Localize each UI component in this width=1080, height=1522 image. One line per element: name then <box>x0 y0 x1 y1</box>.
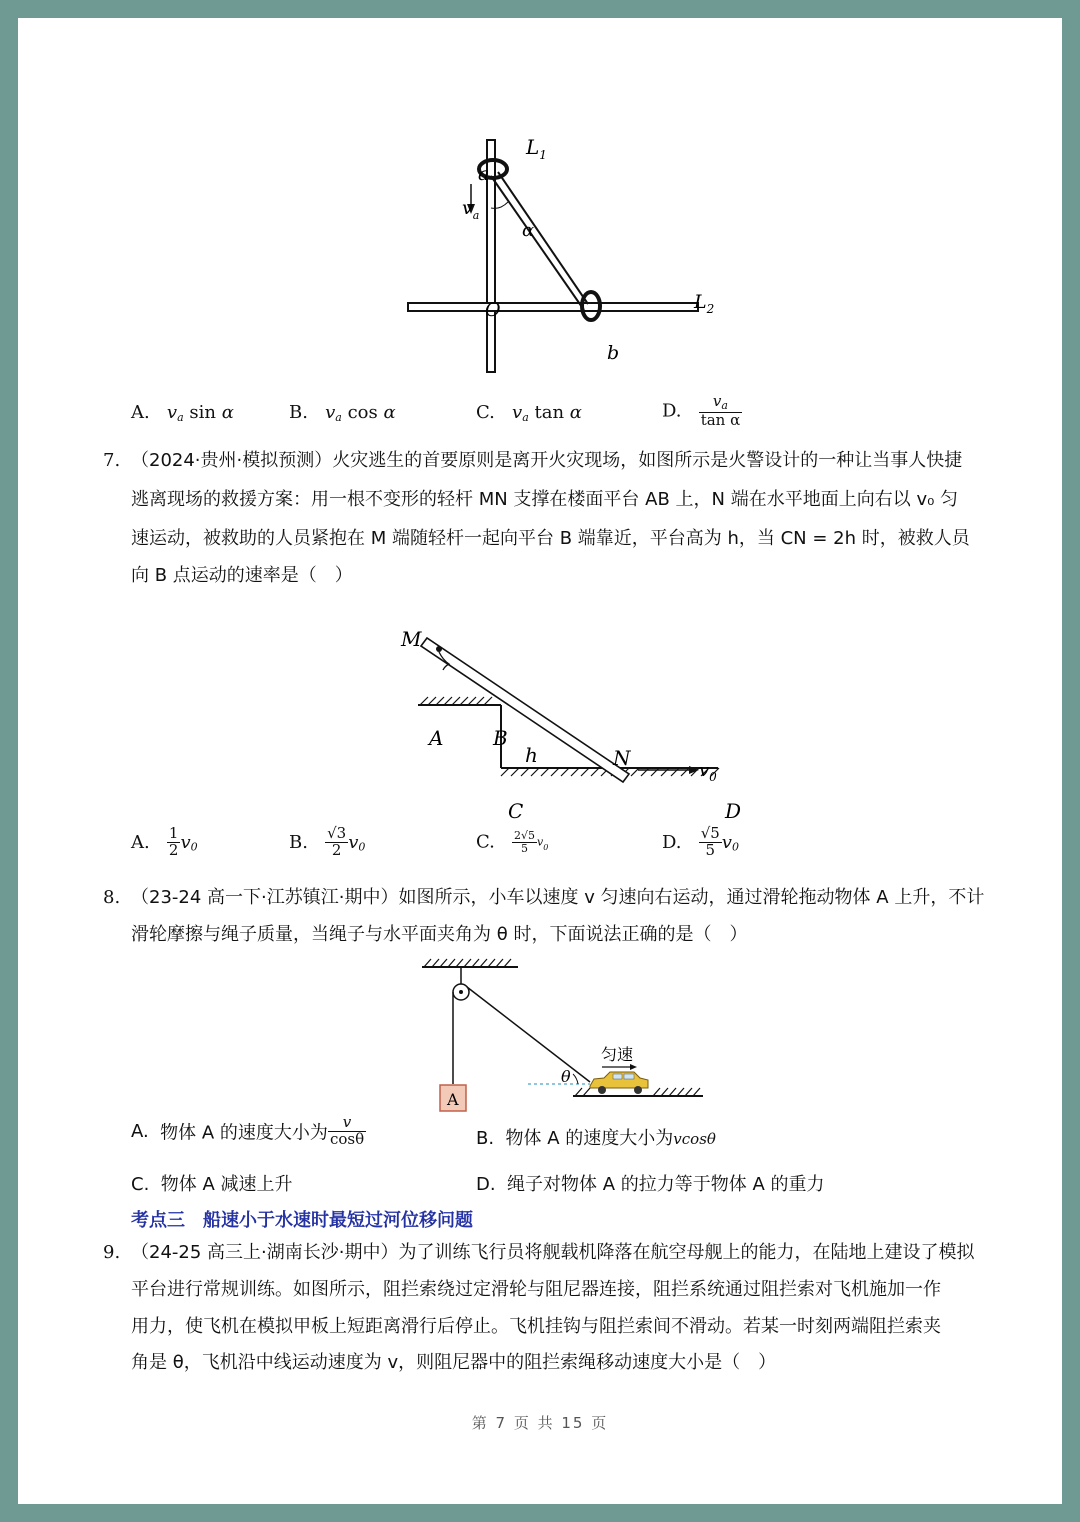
svg-text:b: b <box>607 342 620 364</box>
q7-option-c[interactable]: C. $\frac{2√5}{5}$ $v_0$ <box>476 829 549 855</box>
svg-text:a: a <box>478 163 490 185</box>
q8-number: 8. <box>103 887 121 908</box>
q9-line-2: 平台进行常规训练。如图所示，阻拦索绕过定滑轮与阻尼器连接，阻拦系统通过阻拦索对飞机施加一作 <box>131 1279 941 1300</box>
section-heading: 考点三 船速小于水速时最短过河位移问题 <box>131 1210 473 1231</box>
q8-option-d[interactable]: D. 绳子对物体 A 的拉力等于物体 A 的重力 <box>476 1174 825 1195</box>
fraction: $\frac{√3}{2}$ <box>327 824 347 859</box>
q8-line-2: 滑轮摩擦与绳子质量，当绳子与水平面夹角为 θ 时，下面说法正确的是（ ） <box>131 924 748 945</box>
figure-q6-rods-rings <box>398 136 718 396</box>
fraction: $\frac{1}{2}$ <box>168 824 179 859</box>
svg-text:L2: $L_2$ <box>694 291 715 316</box>
page <box>18 18 1062 1504</box>
q8-option-b[interactable]: B. 物体 A 的速度大小为vcosθ <box>476 1128 716 1149</box>
q9-line-3: 用力，使飞机在模拟甲板上短距离滑行后停止。飞机挂钩与阻拦索间不滑动。若某一时刻两端阻拦索夹 <box>131 1316 941 1337</box>
svg-text:va: $v_a$ <box>462 197 480 222</box>
q8-line-1: （23-24 高一下·江苏镇江·期中）如图所示，小车以速度 v 匀速向右运动，通过滑轮拖动物体 A 上升，不计 <box>131 887 985 908</box>
option-letter: A. <box>131 402 150 423</box>
q6-option-b[interactable]: B. $v_a$ cos α <box>289 402 396 424</box>
fraction: $\frac{v_a}{\text{tan α}}$ <box>700 392 741 429</box>
fraction: $\frac{v}{\cos\theta}$ <box>329 1113 365 1148</box>
svg-text:N: N <box>613 746 631 770</box>
q6-option-d[interactable]: D. $\frac{v_a}{\text{tan α}}$ <box>662 392 741 429</box>
svg-text:θ: θ <box>561 1067 571 1086</box>
q7-line-1: （2024·贵州·模拟预测）火灾逃生的首要原则是离开火灾现场，如图所示是火警设计的一种让当事人快捷 <box>131 450 963 471</box>
svg-text:α: α <box>522 220 535 241</box>
svg-text:M: M <box>401 627 422 651</box>
svg-text:A: A <box>447 1090 459 1109</box>
svg-text:匀速: 匀速 <box>601 1045 634 1064</box>
figure-q8-pulley-car <box>418 954 708 1109</box>
q9-number: 9. <box>103 1242 121 1263</box>
svg-text:L1: $L_1$ <box>526 135 547 162</box>
svg-text:A: A <box>429 726 444 750</box>
q6-option-a[interactable]: A. $v_a$ sin α <box>131 402 234 424</box>
q7-option-b[interactable]: B. $\frac{√3}{2}$ $v_0$ <box>289 824 366 859</box>
fraction: $\frac{2√5}{5}$ <box>514 829 536 855</box>
fraction: $\frac{√5}{5}$ <box>700 824 720 859</box>
q8-option-c[interactable]: C. 物体 A 减速上升 <box>131 1174 293 1195</box>
q7-line-2: 逃离现场的救援方案：用一根不变形的轻杆 MN 支撑在楼面平台 AB 上，N 端在水平地面上向右以 v₀ 匀 <box>131 489 959 510</box>
page-footer: 第 7 页 共 15 页 <box>471 1414 609 1432</box>
svg-text:C: C <box>508 799 524 823</box>
q7-number: 7. <box>103 450 121 471</box>
q6-option-c[interactable]: C. $v_a$ tan α <box>476 402 582 424</box>
figure-q7-rescue-rod <box>373 608 742 823</box>
svg-text:v0: $v_0$ <box>699 760 717 784</box>
svg-text:h: h <box>525 743 538 767</box>
svg-text:D: D <box>725 799 742 823</box>
q7-option-a[interactable]: A. $\frac{1}{2}$ $v_0$ <box>131 824 198 859</box>
q7-option-d[interactable]: D. $\frac{√5}{5}$ $v_0$ <box>662 824 739 859</box>
q8-option-a[interactable]: A. 物体 A 的速度大小为 $\frac{v}{\cos\theta}$ <box>131 1113 365 1148</box>
svg-text:O: O <box>485 299 501 321</box>
svg-text:B: B <box>493 726 508 750</box>
q7-line-3: 速运动，被救助的人员紧抱在 M 端随轻杆一起向平台 B 端靠近，平台高为 h，当 CN = 2h 时，被救人员 <box>131 528 970 549</box>
q9-line-1: （24-25 高三上·湖南长沙·期中）为了训练飞行员将舰载机降落在航空母舰上的能力，在陆地上建设了模拟 <box>131 1242 975 1263</box>
q9-line-4: 角是 θ，飞机沿中线运动速度为 v，则阻尼器中的阻拦索绳移动速度大小是（ ） <box>131 1352 777 1373</box>
q7-line-4: 向 B 点运动的速率是（ ） <box>131 565 353 586</box>
